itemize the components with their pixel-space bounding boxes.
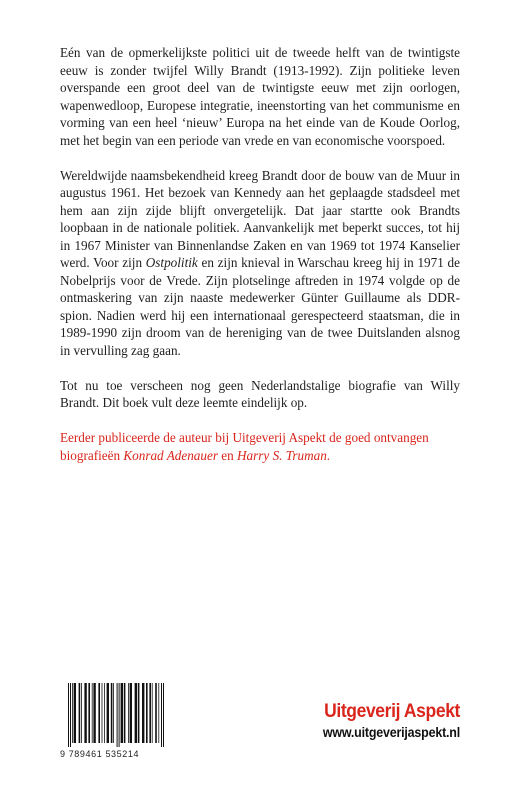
paragraph-career: Wereldwijde naamsbekendheid kreeg Brandt door de bouw van de Muur in augustus 1961. Het bezoek van Kennedy aan het geplaagde stadsdeel met hem aan zijn zijde blijft onvergetelijk. Dat jaar startte ook Brandts loopbaan in de nationale politiek. Aanvankelijk met beperkt succes, tot hij in 1967 Minister van Binnenlandse Zaken en van 1969 tot 1974 Kanselier werd. Voor zijn Ostpolitik en zijn knieval in Warschau kreeg hij in 1971 de Nobelprijs voor de Vrede. Zijn plotselinge aftreden in 1974 volgde op de ontmaskering van zijn naaste medewerker Günter Guillaume als DDR-spion. Nadien werd hij een internationaal gerespecteerd staatsman, die in 1989-1990 zijn droom van de hereniging van de twee Duitslanden alsnog in vervulling zag gaan. [60, 167, 460, 358]
paragraph-earlier-books: Eerder publiceerde de auteur bij Uitgeverij Aspekt de goed ontvangen biografieën Konrad Adenauer en Harry S. Truman. [60, 430, 429, 463]
barcode-bar [88, 683, 90, 743]
barcode-bar [92, 683, 93, 743]
barcode-bar [107, 683, 109, 743]
barcode-bar [124, 683, 126, 743]
barcode-bar [163, 683, 164, 747]
ostpolitik-term: Ostpolitik [145, 255, 198, 270]
barcode-bar [155, 683, 157, 743]
barcode-bar [149, 683, 151, 743]
barcode-bar [135, 683, 137, 743]
barcode-bar [102, 683, 103, 743]
barcode-bar [113, 683, 114, 743]
barcode-bar [138, 683, 140, 743]
barcode-bar [93, 683, 95, 743]
barcode-bar [74, 683, 76, 743]
publisher-name: Uitgeverij Aspekt [324, 701, 460, 722]
barcode-bar [121, 683, 123, 743]
barcode-bar [146, 683, 148, 743]
barcode-bar [130, 683, 132, 743]
book-title-adenauer: Konrad Adenauer [123, 447, 218, 463]
publisher-block [230, 701, 460, 743]
paragraph-first-biography: Tot nu toe verscheen nog geen Nederlandstalige biografie van Willy Brandt. Dit boek vult deze leemte eindelijk op. [60, 377, 460, 410]
isbn-barcode [60, 683, 180, 767]
barcode-bar [79, 683, 81, 743]
barcode-bar [117, 683, 118, 747]
barcode-bar [128, 683, 129, 743]
barcode-bar [158, 683, 159, 743]
barcode-bar [152, 683, 153, 743]
barcode-bar [84, 683, 86, 743]
barcode-bars [66, 683, 174, 747]
barcode-bar [72, 683, 73, 743]
barcode-bar [70, 683, 71, 747]
barcode-bar [161, 683, 162, 747]
book-title-truman: Harry S. Truman [237, 447, 327, 463]
barcode-bar [98, 683, 100, 743]
barcode-bar [104, 683, 105, 743]
barcode-bar [68, 683, 69, 747]
publisher-url[interactable]: www.uitgeverijaspekt.nl [322, 725, 460, 740]
barcode-bar [119, 683, 120, 747]
paragraph-intro: Eén van de opmerkelijkste politici uit de tweede helft van de twintigste eeuw is zonder twijfel Willy Brandt (1913-1992). Zijn politieke leven overspande een groot deel van de twintigste eeuw met zijn oorlogen, wapenwedloop, Europese integratie, ineenstorting van het communisme en vorming van een heel ‘nieuw’ Europa na het einde van de Koude Oorlog, met het begin van een periode van vrede en van economische voorspoed. [60, 45, 460, 148]
barcode-bar [81, 683, 82, 743]
isbn-number: 9 789461 535214 [60, 749, 140, 759]
blurb-text [60, 44, 460, 482]
barcode-bar [142, 683, 144, 743]
barcode-bar [111, 683, 113, 743]
